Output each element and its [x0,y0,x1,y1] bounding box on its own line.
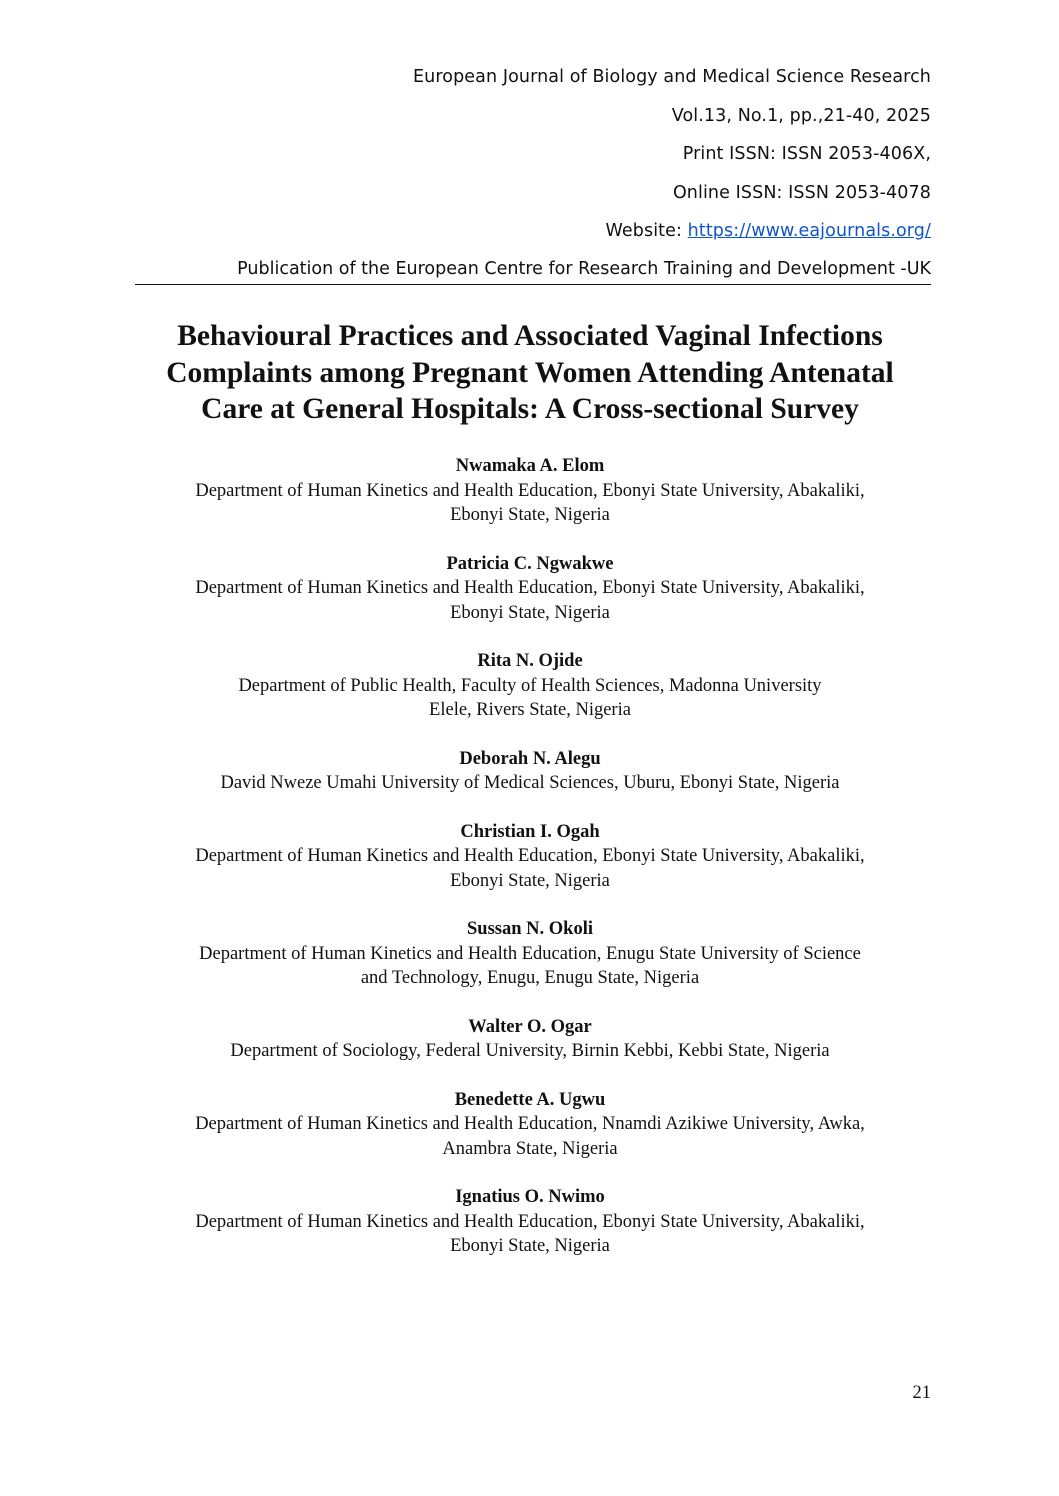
journal-name: European Journal of Biology and Medical Science Research [413,67,931,87]
author-block [100,747,960,796]
author-block [100,454,960,528]
author-name: Sussan N. Okoli [467,919,593,939]
author-affiliation: Department of Human Kinetics and Health Education, Nnamdi Azikiwe University, Awka, [195,1114,865,1134]
author-block [100,917,960,991]
author-block [100,649,960,723]
author-block [100,552,960,626]
author-affiliation: Department of Human Kinetics and Health Education, Enugu State University of Science [199,943,861,964]
author-block [100,1015,960,1064]
author-affiliation: Ebonyi State, Nigeria [450,505,610,525]
author-name: Ignatius O. Nwimo [455,1187,605,1207]
author-affiliation: Department of Human Kinetics and Health Education, Ebonyi State University, Abakaliki, [195,480,865,501]
author-affiliation: Department of Public Health, Faculty of Health Sciences, Madonna University [238,675,822,696]
author-affiliation: Department of Human Kinetics and Health Education, Ebonyi State University, Abakaliki, [195,1211,865,1232]
website-link[interactable]: https://www.eajournals.org/ [687,221,931,241]
author-block [100,1088,960,1162]
author-name: Rita N. Ojide [477,651,583,671]
author-name: Deborah N. Alegu [459,748,601,769]
author-affiliation: Ebonyi State, Nigeria [450,602,610,623]
website-label: Website: [605,221,688,241]
title-line: Care at General Hospitals: A Cross-sectional Survey [201,393,859,425]
author-affiliation: Ebonyi State, Nigeria [450,870,610,891]
author-name: Benedette A. Ugwu [454,1089,606,1110]
author-affiliation: Anambra State, Nigeria [442,1138,618,1159]
title-line: Complaints among Pregnant Women Attending Antenatal [166,356,894,389]
paper-title [90,318,970,428]
author-name: Nwamaka A. Elom [455,456,605,476]
online-issn: Online ISSN: ISSN 2053-4078 [672,182,931,203]
author-list [100,454,960,1283]
author-affiliation: David Nweze Umahi University of Medical Sciences, Uburu, Ebonyi State, Nigeria [220,773,840,793]
volume-info: Vol.13, No.1, pp.,21-40, 2025 [671,105,931,126]
page-number: 21 [912,1383,931,1403]
author-affiliation: Department of Human Kinetics and Health Education, Ebonyi State University, Abakaliki, [195,578,865,598]
publication-line: Publication of the European Centre for Research Training and Development -UK [135,254,931,285]
author-affiliation: Department of Sociology, Federal University, Birnin Kebbi, Kebbi State, Nigeria [230,1041,830,1061]
author-name: Walter O. Ogar [468,1016,592,1037]
author-affiliation: Ebonyi State, Nigeria [450,1236,610,1256]
website-line [0,216,931,255]
author-affiliation: Elele, Rivers State, Nigeria [429,700,631,720]
author-affiliation: and Technology, Enugu, Enugu State, Nigeria [360,968,700,988]
author-block [100,1185,960,1259]
title-line: Behavioural Practices and Associated Vaginal Infections [177,320,883,352]
author-block [100,820,960,894]
author-affiliation: Department of Human Kinetics and Health Education, Ebonyi State University, Abakaliki, [195,846,865,866]
journal-header [0,62,931,255]
print-issn: Print ISSN: ISSN 2053-406X, [682,144,931,164]
author-name: Patricia C. Ngwakwe [446,553,614,574]
author-name: Christian I. Ogah [460,821,600,842]
